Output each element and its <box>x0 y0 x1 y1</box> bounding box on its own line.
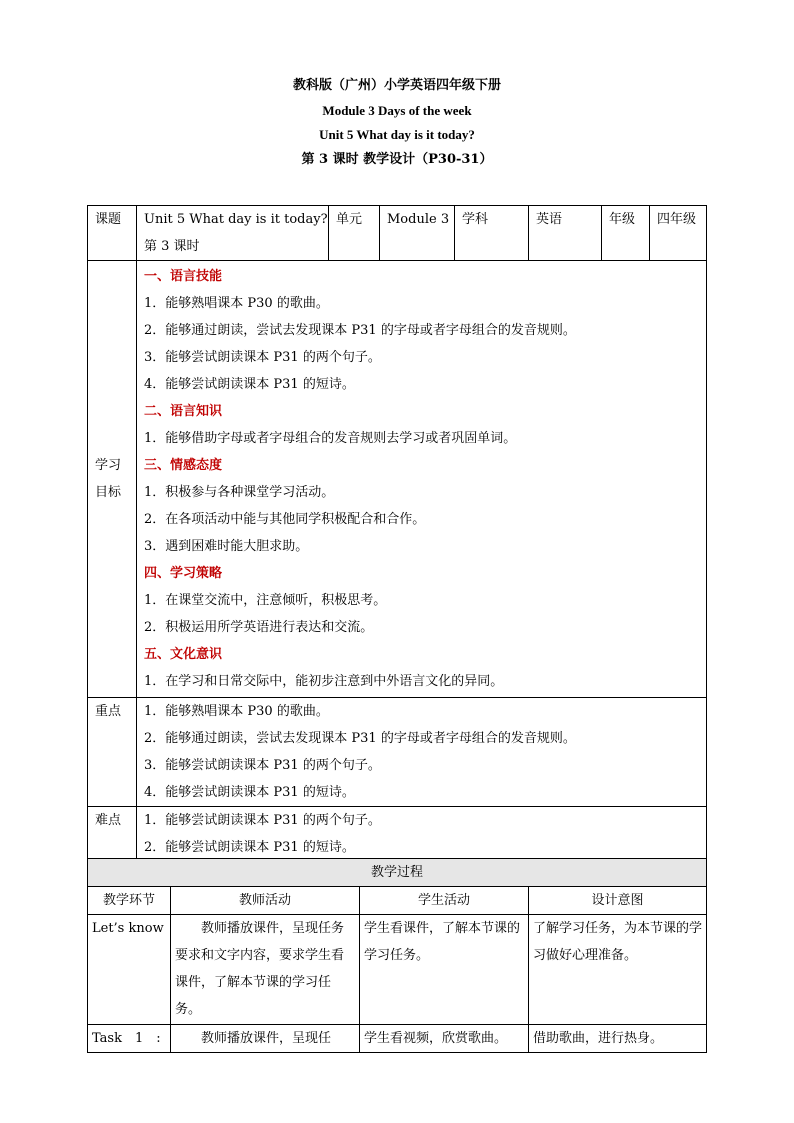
objective-item: 1．积极参与各种课堂学习活动。 <box>144 485 335 500</box>
student-activity-cell: 学生看课件，了解本节课的学习任务。 <box>360 915 529 1025</box>
process-header-stage: 教学环节 <box>88 887 171 915</box>
key-point-item: 1．能够熟唱课本 P30 的歌曲。 <box>144 704 329 719</box>
header-lesson: 第 3 课时 教学设计（P30-31） <box>301 151 493 167</box>
process-header-student: 学生活动 <box>360 887 529 915</box>
document-header <box>0 74 794 172</box>
topic-line-1: Unit 5 What day is it today? <box>144 212 328 227</box>
section-heading: 二、语言知识 <box>144 404 223 419</box>
key-points-content <box>137 698 707 807</box>
difficult-point-item: 2．能够尝试朗读课本 P31 的短诗。 <box>144 840 355 855</box>
topic-value <box>137 206 329 261</box>
process-header-teacher: 教师活动 <box>171 887 360 915</box>
objective-item: 1．在学习和日常交际中，能初步注意到中外语言文化的异同。 <box>144 674 504 689</box>
key-points-label: 重点 <box>88 698 137 807</box>
teaching-process-table <box>87 858 707 1053</box>
key-point-item: 3．能够尝试朗读课本 P31 的两个句子。 <box>144 758 381 773</box>
objectives-content <box>137 261 707 698</box>
grade-value: 四年级 <box>650 206 707 261</box>
section-heading: 四、学习策略 <box>144 566 223 581</box>
objectives-label <box>88 261 137 698</box>
header-module: Module 3 Days of the week <box>322 102 472 118</box>
objective-item: 3．遇到困难时能大胆求助。 <box>144 539 309 554</box>
purpose-cell: 借助歌曲，进行热身。 <box>529 1025 707 1053</box>
difficult-points-label: 难点 <box>88 807 137 862</box>
key-point-item: 4．能够尝试朗读课本 P31 的短诗。 <box>144 785 355 800</box>
stage-cell: Task 1 : <box>88 1025 171 1053</box>
objective-item: 4．能够尝试朗读课本 P31 的短诗。 <box>144 377 355 392</box>
objective-item: 2．在各项活动中能与其他同学积极配合和合作。 <box>144 512 426 527</box>
section-heading: 一、语言技能 <box>144 269 223 284</box>
grade-label: 年级 <box>602 206 650 261</box>
subject-label: 学科 <box>455 206 529 261</box>
objectives-label-line-1: 学习 <box>95 458 122 473</box>
difficult-point-item: 1．能够尝试朗读课本 P31 的两个句子。 <box>144 813 381 828</box>
teacher-activity-cell: 教师播放课件，呈现任 <box>171 1025 360 1053</box>
topic-label: 课题 <box>88 206 137 261</box>
header-title: 教科版（广州）小学英语四年级下册 <box>292 78 501 93</box>
student-activity-cell: 学生看视频，欣赏歌曲。 <box>360 1025 529 1053</box>
unit-label: 单元 <box>329 206 380 261</box>
objective-item: 2．积极运用所学英语进行表达和交流。 <box>144 620 374 635</box>
stage-cell: Let’s know <box>88 915 171 1025</box>
objectives-label-line-2: 目标 <box>95 485 122 500</box>
teacher-activity-cell: 教师播放课件，呈现任务要求和文字内容，要求学生看课件，了解本节课的学习任务。 <box>171 915 360 1025</box>
subject-value: 英语 <box>529 206 602 261</box>
difficult-points-content <box>137 807 707 862</box>
objective-item: 1．在课堂交流中，注意倾听，积极思考。 <box>144 593 387 608</box>
table-row <box>88 1025 707 1053</box>
unit-value: Module 3 <box>380 206 455 261</box>
section-heading: 三、情感态度 <box>144 458 223 473</box>
lesson-info-table <box>87 205 707 862</box>
objective-item: 3．能够尝试朗读课本 P31 的两个句子。 <box>144 350 381 365</box>
purpose-cell: 了解学习任务，为本节课的学习做好心理准备。 <box>529 915 707 1025</box>
objective-item: 1．能够熟唱课本 P30 的歌曲。 <box>144 296 329 311</box>
table-row <box>88 915 707 1025</box>
process-header-purpose: 设计意图 <box>529 887 707 915</box>
objective-item: 1．能够借助字母或者字母组合的发音规则去学习或者巩固单词。 <box>144 431 517 446</box>
header-unit: Unit 5 What day is it today? <box>319 127 475 142</box>
objective-item: 2．能够通过朗读，尝试去发现课本 P31 的字母或者字母组合的发音规则。 <box>144 323 576 338</box>
section-heading: 五、文化意识 <box>144 647 223 662</box>
topic-line-2: 第 3 课时 <box>144 239 200 254</box>
key-point-item: 2．能够通过朗读，尝试去发现课本 P31 的字母或者字母组合的发音规则。 <box>144 731 576 746</box>
process-title: 教学过程 <box>88 859 707 887</box>
